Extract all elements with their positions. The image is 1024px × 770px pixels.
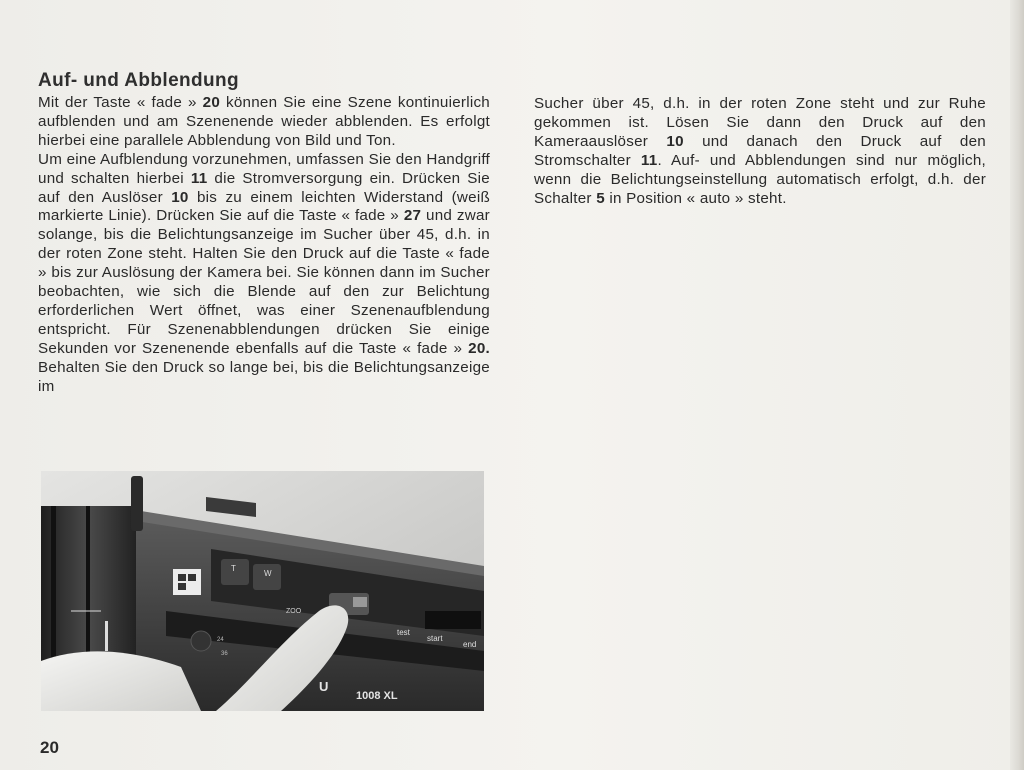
right-column [534,95,986,208]
camera-dial [191,631,211,651]
paragraph-fade-in-instructions: Um eine Aufblendung vorzunehmen, umfassen Sie den Handgriff und schalten hierbei 11 die Stromversorgung ein. Drücken Sie auf den Auslöser 10 bis zu einem leichten Widerstand (weiß markierte Linie). Drücken Sie auf die Taste « fade » 27 und zwar solange, bis die Belichtungsanzeige im Sucher über 45, d.h. in der roten Zone steht. Halten Sie den Druck auf die Taste « fade » bis zur Auslösung der Kamera bei. Sie können dann im Sucher beobachten, wie sich die Blende auf den zur Belichtung erforderlichen Wert öffnet, was einer Szenenaufblendung entspricht. Für Szenenabblendungen drücken Sie einige Sekunden vor Szenenende ebenfalls auf die Taste « fade » 20. Behalten Sie den Druck so lange bei, bis die Belichtungsanzeige im [38,150,490,395]
zoom-t-label: T [231,564,236,573]
left-column [38,69,490,397]
camera-square-button-mark [178,574,186,581]
paragraph-intro: Mit der Taste « fade » 20 können Sie eine Szene kontinuierlich aufblenden und am Szenenende wieder abblenden. Es erfolgt hierbei eine parallele Abblendung von Bild und Ton. [38,94,490,149]
lens-index-mark [105,621,108,651]
zoom-lever [131,476,143,531]
start-label: start [427,634,443,643]
zoom-label: ZOO [286,608,302,615]
test-label: test [397,628,410,637]
counter-display [425,611,481,629]
section-title: Auf- und Abblendung [38,70,240,91]
lens-ring [51,506,56,666]
model-label: 1008 XL [356,690,398,702]
camera-square-button [173,569,201,595]
page-number: 20 [40,738,59,757]
page-spine [1010,0,1024,770]
lens-ring [86,506,90,666]
fade-button-indicator [353,597,367,607]
zoom-w-label: W [264,569,272,578]
camera-photo [41,471,484,711]
camera-square-button-mark [188,574,196,581]
camera-square-button-mark [178,583,186,590]
dial-label-36: 36 [221,651,228,657]
brand-letter: U [319,679,329,694]
end-label: end [463,640,477,649]
dial-label-24: 24 [217,637,224,643]
paragraph-continuation: Sucher über 45, d.h. in der roten Zone steht und zur Ruhe gekommen ist. Lösen Sie dann den Druck auf den Kameraauslöser 10 und danach den Druck auf den Stromschalter 11. Auf- und Abblendungen sind nur möglich, wenn die Belichtungseinstellung automatisch erfolgt, d.h. der Schalter 5 in Position « auto » steht. [534,95,986,207]
